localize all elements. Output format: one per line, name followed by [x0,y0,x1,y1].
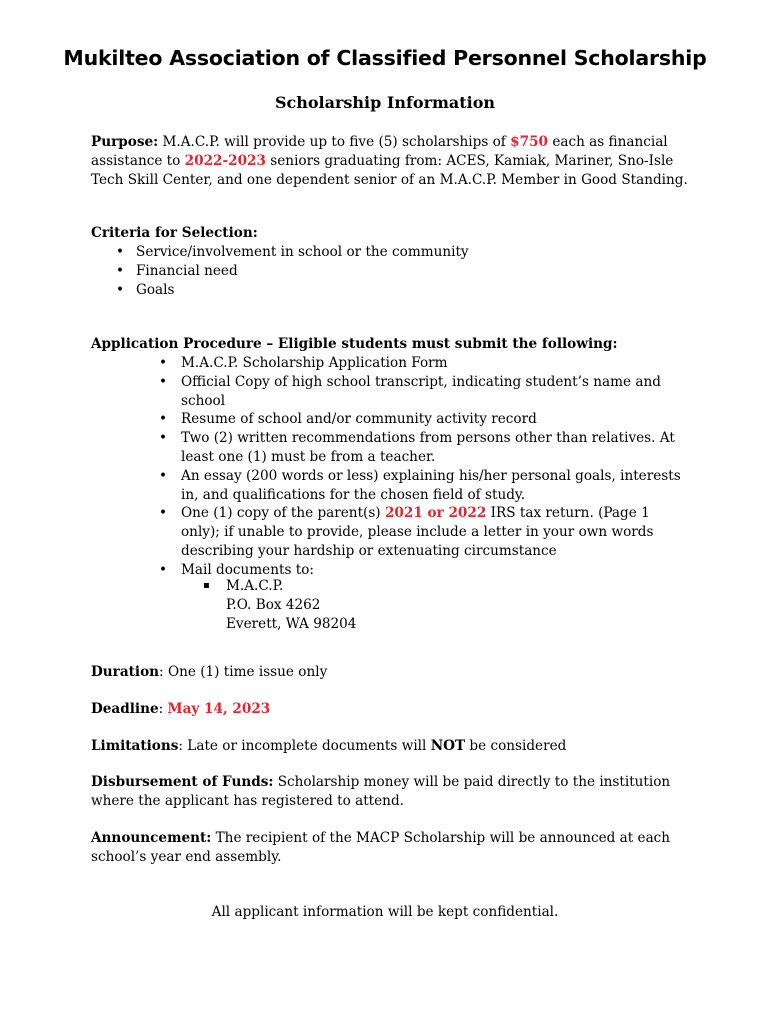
list-item: • Resume of school and/or community activity record [181,410,681,429]
purpose-text-1: M.A.C.P. will provide up to five (5) scholarships of [158,134,511,150]
address-line: P.O. Box 4262 [226,596,321,613]
duration-line: Duration: One (1) time issue only [91,664,328,680]
list-item: • Goals [136,281,696,300]
scholarship-amount: $750 [510,134,548,150]
address-bullet-icon: ▪ [203,580,210,591]
not-emphasis: NOT [430,738,466,754]
irs-years: 2021 or 2022 [384,505,487,522]
address-line: Everett, WA 98204 [226,615,357,632]
purpose-label: Purpose: [91,134,159,150]
document-subtitle: Scholarship Information [274,93,496,112]
limitations-line: Limitations: Late or incomplete documents will NOT be considered [91,738,567,754]
disbursement-paragraph: Disbursement of Funds: Scholarship money will be paid directly to the institution where the applicant has registered to attend. [91,774,671,809]
application-list [181,354,681,580]
announcement-paragraph: Announcement: The recipient of the MACP Scholarship will be announced at each school’s year end assembly. [91,830,671,865]
confidentiality-note: All applicant information will be kept confidential. [211,904,559,920]
list-item-mail: • Mail documents to: [181,561,681,580]
limitations-label: Limitations [91,738,179,754]
application-heading: Application Procedure – Eligible students must submit the following: [91,336,618,352]
criteria-list [136,243,696,301]
list-item: • Financial need [136,262,696,281]
list-item: • M.A.C.P. Scholarship Application Form [181,354,681,373]
deadline-line: Deadline: May 14, 2023 [91,701,271,717]
list-item: • Two (2) written recommendations from persons other than relatives. At least one (1) must be from a teacher. [181,429,681,467]
disbursement-label: Disbursement of Funds: [91,774,274,790]
list-item-irs: • One (1) copy of the parent(s) 2021 or 2022 IRS tax return. (Page 1 only); if unable to provide, please include a letter in your own words describing your hardship or extenuating circumstance [181,504,681,560]
document-title: Mukilteo Association of Classified Personnel Scholarship [63,46,707,70]
deadline-label: Deadline [91,701,159,717]
list-item: • Official Copy of high school transcript, indicating student’s name and school [181,373,681,411]
mailing-address [226,577,356,633]
purpose-text-2: each as financial assistance to [91,134,668,169]
school-years: 2022-2023 [184,152,266,169]
purpose-paragraph [91,133,691,189]
criteria-heading: Criteria for Selection: [91,225,258,241]
deadline-date: May 14, 2023 [167,701,271,717]
address-line: M.A.C.P. [226,578,284,594]
list-item: • Service/involvement in school or the community [136,243,696,262]
list-item: • An essay (200 words or less) explaining his/her personal goals, interests in, and qualifications for the chosen field of study. [181,467,681,505]
duration-label: Duration [91,664,160,680]
purpose-text-3: seniors graduating from: ACES, Kamiak, Mariner, Sno-Isle Tech Skill Center, and one dependent senior of an M.A.C.P. Member in Good Standing. [91,152,688,188]
announcement-label: Announcement: [91,830,212,846]
